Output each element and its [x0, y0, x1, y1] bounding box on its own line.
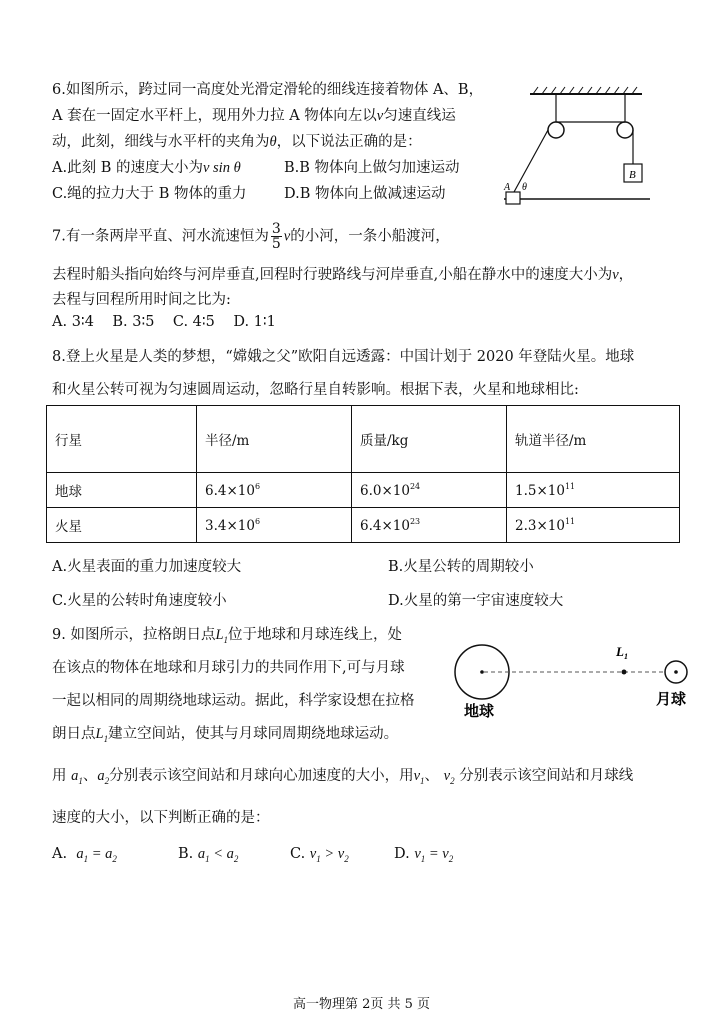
q9-line-6: 速度的大小，以下判断正确的是：: [52, 810, 270, 826]
q7-line-2: 去程时船头指向始终与河岸垂直,回程时行驶路线与河岸垂直,小船在静水中的速度大小为v，: [52, 267, 634, 283]
cell-orbit: $1.5\times 10^{11}$: [507, 473, 680, 508]
q6-line-2: A 套在一固定水平杆上，现用外力拉 A 物体向左以v匀速直线运: [52, 108, 456, 124]
q6-line-1: 6.如图所示，跨过同一高度处光滑定滑轮的细线连接着物体 A、B，: [52, 82, 484, 98]
planet-table: [46, 405, 680, 543]
label-b: B: [629, 169, 636, 181]
q6-option-d: D.B 物体向上做减速运动: [284, 186, 446, 202]
q6-line-3: 动，此刻，细线与水平杆的夹角为θ，以下说法正确的是：: [52, 134, 422, 150]
cell-mass: $6.4\times 10^{23}$: [352, 508, 507, 543]
ceiling-hatch: [533, 87, 637, 94]
page-footer: 高一物理第 2页 共 5 页: [292, 997, 431, 1012]
right-pulley: [617, 122, 633, 138]
table-row: [47, 473, 680, 508]
q9-line-3: 一起以相同的周期绕地球运动。据此，科学家设想在拉格: [52, 693, 415, 709]
l1-label: $L_1$: [616, 644, 628, 661]
left-pulley: [548, 122, 564, 138]
earth-center: [480, 670, 484, 674]
fraction-3-5: $\frac{3}{5}$: [271, 221, 281, 252]
q8-option-b: B.火星公转的周期较小: [388, 559, 534, 575]
q7-options: A. 3∶4 B. 3∶5 C. 4∶5 D. 1∶1: [52, 314, 276, 330]
q6-option-b: B.B 物体向上做匀加速运动: [284, 160, 460, 176]
q9-option-a: A. $a_1 = a_2$: [52, 846, 117, 864]
earth-label: 地球: [464, 702, 495, 720]
q8-option-c: C.火星的公转时角速度较小: [52, 593, 227, 609]
q7-line-3: 去程与回程所用时间之比为:: [52, 292, 231, 308]
q8-line-1: 8.登上火星是人类的梦想，“嫦娥之父”欧阳自远透露：中国计划于 2020 年登陆火星。地球: [52, 349, 635, 365]
table-row: [47, 508, 680, 543]
q6-option-c: C.绳的拉力大于 B 物体的重力: [52, 186, 247, 202]
moon-label: 月球: [656, 690, 687, 708]
label-a: A: [504, 182, 511, 193]
cell-planet: 地球: [47, 473, 197, 508]
cell-radius: $3.4\times 10^6$: [197, 508, 352, 543]
cell-planet: 火星: [47, 508, 197, 543]
header-planet: 行星: [47, 406, 197, 473]
cell-orbit: $2.3\times 10^{11}$: [507, 508, 680, 543]
q9-option-b: B. $a_1 < a_2$: [178, 846, 239, 864]
q8-option-d: D.火星的第一宇宙速度较大: [388, 593, 564, 609]
q8-option-a: A.火星表面的重力加速度较大: [52, 559, 242, 575]
q7-line-1: 7.有一条两岸平直、河水流速恒为 $\frac{3}{5}$ v的小河，一条小船渡河，: [52, 221, 450, 252]
header-radius: 半径/m: [197, 406, 352, 473]
cell-mass: $6.0\times 10^{24}$: [352, 473, 507, 508]
block-a: [506, 192, 520, 204]
q9-option-d: D. $v_1 = v_2$: [394, 846, 454, 864]
q9-line-4: 朗日点$L_1$建立空间站，使其与月球同周期绕地球运动。: [52, 726, 399, 744]
q9-line-2: 在该点的物体在地球和月球引力的共同作用下,可与月球: [52, 660, 405, 676]
header-orbit: 轨道半径/m: [507, 406, 680, 473]
moon-center: [674, 670, 678, 674]
lagrange-figure: [440, 636, 710, 726]
cell-radius: $6.4\times 10^6$: [197, 473, 352, 508]
label-theta: θ: [522, 182, 527, 193]
q9-option-c: C. $v_1 > v_2$: [290, 846, 349, 864]
q8-line-2: 和火星公转可视为匀速圆周运动，忽略行星自转影响。根据下表，火星和地球相比:: [52, 382, 579, 398]
header-mass: 质量/kg: [352, 406, 507, 473]
rope-diagonal: [514, 130, 548, 192]
pulley-figure: [500, 82, 660, 210]
q9-line-5: 用 $a_1$、$a_2$分别表示该空间站和月球向心加速度的大小，用$v_1$、 $v_2$ 分别表示该空间站和月球线: [52, 768, 634, 786]
q9-line-1: 9. 如图所示，拉格朗日点$L_1$位于地球和月球连线上，处: [52, 627, 403, 645]
l1-point: [622, 670, 627, 675]
table-header-row: [47, 406, 680, 473]
q6-option-a: A.此刻 B 的速度大小为v sin θ: [52, 160, 241, 176]
